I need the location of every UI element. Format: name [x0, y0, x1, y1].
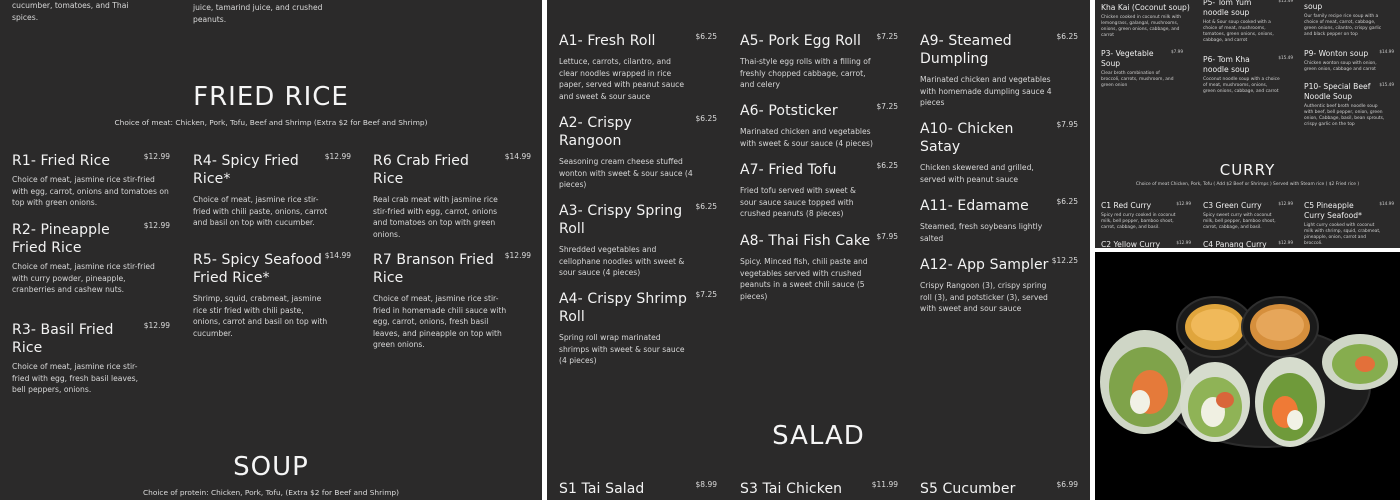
- section-subtitle-curry: Choice of meat Chicken, Pork, Tofu ( Add $2 Beef or Shrimps ) Served with Steam rice ( $2 Fried rice ): [1135, 182, 1360, 187]
- item-description: Real crab meat with jasmine rice stir-fried with egg, carrot, onions and tomatoes on top with green onions.: [373, 195, 498, 239]
- menu-item: [1101, 240, 1191, 248]
- item-name: A1- Fresh Roll: [559, 33, 656, 49]
- item-description: Hot & Sour soup cooked with a choice of meat, mushrooms, tomatoes, green onions, onions, cabbage, and carrot: [1203, 20, 1274, 43]
- item-description: Spicy sweet curry with coconut milk, bell pepper, bamboo shoot, carrot, cabbage, and basil.: [1203, 213, 1276, 230]
- menu-item: [740, 32, 898, 91]
- item-price: $11.99: [871, 480, 898, 489]
- menu-item: [1304, 2, 1394, 38]
- menu-item: [1101, 3, 1193, 39]
- food-photo-spring-rolls: [1095, 252, 1400, 500]
- description-fragment: cucumber, tomatoes, and Thai spices.: [12, 1, 129, 22]
- menu-item: [740, 480, 898, 498]
- menu-item: [373, 251, 531, 351]
- item-price: $15.49: [1278, 55, 1293, 60]
- spring-rolls-image: [1095, 252, 1400, 500]
- menu-item: [1304, 49, 1394, 73]
- item-description: Chicken cooked in coconut milk with lemongrass, galangal, mushrooms, onions, green onions, cabbage, and carrot: [1101, 15, 1182, 38]
- item-name: A9- Steamed Dumpling: [920, 33, 1012, 67]
- item-name: P6- Tom Kha noodle soup: [1203, 55, 1250, 74]
- menu-item: [920, 197, 1078, 244]
- item-price: $12.99: [1176, 240, 1191, 245]
- item-name: S1 Tai Salad: [559, 481, 645, 497]
- section-title-fried-rice: FRIED RICE: [193, 82, 349, 112]
- item-description: Choice of meat, jasmine rice stir-fried with egg, fresh basil leaves, bell peppers, onions.: [12, 362, 138, 395]
- item-price: $7.25: [876, 102, 898, 111]
- item-name: C3 Green Curry: [1203, 201, 1262, 210]
- menu-item: [920, 480, 1078, 498]
- section-title-soup: SOUP: [233, 452, 309, 482]
- section-title-curry: CURRY: [1219, 161, 1276, 179]
- item-name: S5 Cucumber: [920, 481, 1016, 497]
- item-price: $6.25: [695, 114, 717, 123]
- item-price: $7.25: [876, 32, 898, 41]
- item-price: $14.99: [504, 152, 531, 161]
- item-name: A4- Crispy Shrimp Roll: [559, 291, 687, 325]
- item-price: $14.99: [324, 251, 351, 260]
- item-description: Thai-style egg rolls with a filling of freshly chopped cabbage, carrot, and celery: [740, 57, 871, 90]
- item-price: $12.99: [143, 321, 170, 330]
- item-description: Lettuce, carrots, cilantro, and clear noodles wrapped in rice paper, served with peanut sauce and sweet & sour sauce: [559, 57, 685, 101]
- item-price: $7.95: [1056, 120, 1078, 129]
- item-description: Choice of meat, jasmine rice stir-fried with chili paste, onions, carrot and basil on top with cucumber.: [193, 195, 328, 228]
- item-description: Spring roll wrap marinated shrimps with sweet & sour sauce (4 pieces): [559, 333, 685, 366]
- item-name: A6- Potsticker: [740, 103, 838, 119]
- item-description: Shredded vegetables and cellophane noodles with sweet & sour sauce (4 pieces): [559, 245, 685, 278]
- item-price: $12.99: [143, 152, 170, 161]
- menu-item: [1101, 49, 1183, 89]
- item-description: Clear broth combination of broccoli, carrots, mushroom, and green onion: [1101, 71, 1174, 88]
- section-subtitle-fried-rice: Choice of meat: Chicken, Pork, Tofu, Beef and Shrimp (Extra $2 for Beef and Shrimp): [114, 118, 428, 127]
- menu-item: [559, 480, 717, 498]
- item-price: $6.25: [1056, 197, 1078, 206]
- item-price: $7.95: [876, 232, 898, 241]
- item-name: P3- Vegetable Soup: [1101, 49, 1154, 68]
- item-name: C4 Panang Curry: [1203, 240, 1267, 248]
- item-name: R6 Crab Fried Rice: [373, 153, 470, 187]
- item-description: Steamed, fresh soybeans lightly salted: [920, 222, 1043, 243]
- item-price: $12.99: [504, 251, 531, 260]
- item-price: $15.49: [1379, 82, 1394, 87]
- menu-item: [1203, 55, 1293, 95]
- item-description: Fried tofu served with sweet & sour sauce sauce topped with crushed peanuts (8 pieces): [740, 186, 856, 219]
- item-name: A7- Fried Tofu: [740, 162, 837, 178]
- menu-item: [12, 152, 170, 209]
- item-name: Kha Kai (Coconut soup): [1101, 3, 1190, 12]
- item-description: Chicken skewered and grilled, served with peanut sauce: [920, 163, 1034, 184]
- item-name: A5- Pork Egg Roll: [740, 33, 862, 49]
- item-name: R4- Spicy Fried Rice*: [193, 153, 299, 187]
- menu-item: [559, 32, 717, 102]
- item-description: Crispy Rangoon (3), crispy spring roll (3), and potsticker (3), served with sweet and sour sauce: [920, 281, 1048, 314]
- item-name: P10- Special Beef Noodle Soup: [1304, 82, 1371, 101]
- item-description: Choice of meat, jasmine rice stir-fried in homemade chili sauce with egg, carrot, onions, fresh basil leaves, and pineapple on top with green onions.: [373, 294, 507, 350]
- item-description: Spicy red curry cooked in coconut milk, bell pepper, bamboo shoot, carrot, cabbage, and basil.: [1101, 213, 1176, 230]
- menu-item: [1101, 201, 1191, 231]
- item-name: soup: [1304, 2, 1323, 11]
- item-name: R1- Fried Rice: [12, 153, 111, 169]
- menu-item: [193, 152, 351, 229]
- item-name: A3- Crispy Spring Roll: [559, 203, 683, 237]
- item-name: C5 Pineapple Curry Seafood*: [1304, 201, 1362, 220]
- item-price: $6.25: [1056, 32, 1078, 41]
- menu-item: [1203, 0, 1293, 44]
- item-description: Choice of meat, jasmine rice stir-fried with egg, carrot, onions and tomatoes on top with green onions.: [12, 175, 169, 208]
- item-price: $12.99: [143, 221, 170, 230]
- item-description: Marinated chicken and vegetables with homemade dumpling sauce 4 pieces: [920, 75, 1052, 108]
- item-price: $14.99: [1379, 49, 1394, 54]
- item-description: Spicy. Minced fish, chili paste and vegetables served with crushed peanuts in a sweet chili sauce (5 pieces): [740, 257, 868, 301]
- section-title-salad: SALAD: [772, 421, 865, 451]
- item-name: A11- Edamame: [920, 198, 1029, 214]
- item-price: $8.99: [695, 480, 717, 489]
- menu-item: [1203, 240, 1293, 248]
- item-name: C1 Red Curry: [1101, 201, 1152, 210]
- menu-item: [920, 120, 1078, 185]
- item-description: Authentic beef broth noodle soup with beef, bell pepper, onion, green onion, Cabbage, basil, bean sprouts, crispy garlic on the top: [1304, 104, 1385, 127]
- item-price: $12.99: [1176, 201, 1191, 206]
- item-price: $15.49: [1278, 0, 1293, 3]
- item-description: Shrimp, squid, crabmeat, jasmine rice stir fried with chili paste, onions, carrot and basil on top with cucumber.: [193, 294, 328, 338]
- menu-item: [1304, 201, 1394, 247]
- menu-item: [373, 152, 531, 240]
- item-price: $12.99: [1278, 201, 1293, 206]
- menu-item: [740, 102, 898, 149]
- item-name: R3- Basil Fried Rice: [12, 322, 114, 356]
- item-price: $12.99: [324, 152, 351, 161]
- menu-item: [920, 32, 1078, 109]
- menu-panel-soup-curry: [1095, 0, 1400, 248]
- section-subtitle-soup: Choice of protein: Chicken, Pork, Tofu, (Extra $2 for Beef and Shrimp): [143, 488, 399, 497]
- item-price: $12.99: [1278, 240, 1293, 245]
- item-description: Light curry cooked with coconut milk with shrimp, squid, crabmeat, pineapple, onion, carrot and broccoli.: [1304, 223, 1381, 246]
- item-name: S3 Tai Chicken: [740, 481, 843, 497]
- item-price: $7.99: [1171, 49, 1183, 54]
- item-name: P9- Wonton soup: [1304, 49, 1369, 58]
- menu-item: [12, 321, 170, 396]
- item-name: R5- Spicy Seafood Fried Rice*: [193, 252, 322, 286]
- item-name: A10- Chicken Satay: [920, 121, 1014, 155]
- item-description: Our family recipe rice soup with a choice of meat, carrot, cabbage, green onions, cilantro, crispy garlic and black pepper on top: [1304, 14, 1382, 37]
- item-description: Choice of meat, jasmine rice stir-fried with curry powder, pineapple, cranberries and cashew nuts.: [12, 262, 155, 295]
- menu-item: [1203, 201, 1293, 231]
- menu-item: [1304, 82, 1394, 128]
- menu-item: [920, 256, 1078, 315]
- item-name: A2- Crispy Rangoon: [559, 115, 632, 149]
- item-price: $6.25: [695, 202, 717, 211]
- item-name: R7 Branson Fried Rice: [373, 252, 494, 286]
- item-price: $6.25: [695, 32, 717, 41]
- item-price: $14.99: [1379, 201, 1394, 206]
- item-description: Coconut noodle soup with a choice of meat, mushrooms, onions, green onions, cabbage, and carrot: [1203, 77, 1280, 94]
- menu-item: [559, 290, 717, 367]
- menu-item: [740, 232, 898, 302]
- item-name: C2 Yellow Curry: [1101, 240, 1161, 248]
- item-price: $12.25: [1051, 256, 1078, 265]
- menu-item: [559, 114, 717, 191]
- item-name: R2- Pineapple Fried Rice: [12, 222, 110, 256]
- menu-panel-fried-rice: [0, 0, 542, 500]
- menu-item: [193, 251, 351, 339]
- item-description: Chicken wonton soup with onion, green onion, cabbage and carrot: [1304, 61, 1377, 72]
- menu-item: [559, 202, 717, 279]
- menu-item: [12, 221, 170, 296]
- item-price: $7.25: [695, 290, 717, 299]
- menu-panel-appetizers: [547, 0, 1090, 500]
- item-description: Seasoning cream cheese stuffed wonton with sweet & sour sauce (4 pieces): [559, 157, 693, 190]
- item-name: A8- Thai Fish Cake: [740, 233, 871, 249]
- description-fragment: juice, tamarind juice, and crushed peanuts.: [193, 3, 323, 24]
- item-name: P5- Tom Yum noodle soup: [1203, 0, 1252, 17]
- item-price: $6.25: [876, 161, 898, 170]
- menu-item: [740, 161, 898, 220]
- item-description: Marinated chicken and vegetables with sweet & sour sauce (4 pieces): [740, 127, 873, 148]
- item-price: $6.99: [1056, 480, 1078, 489]
- item-name: A12- App Sampler: [920, 257, 1049, 273]
